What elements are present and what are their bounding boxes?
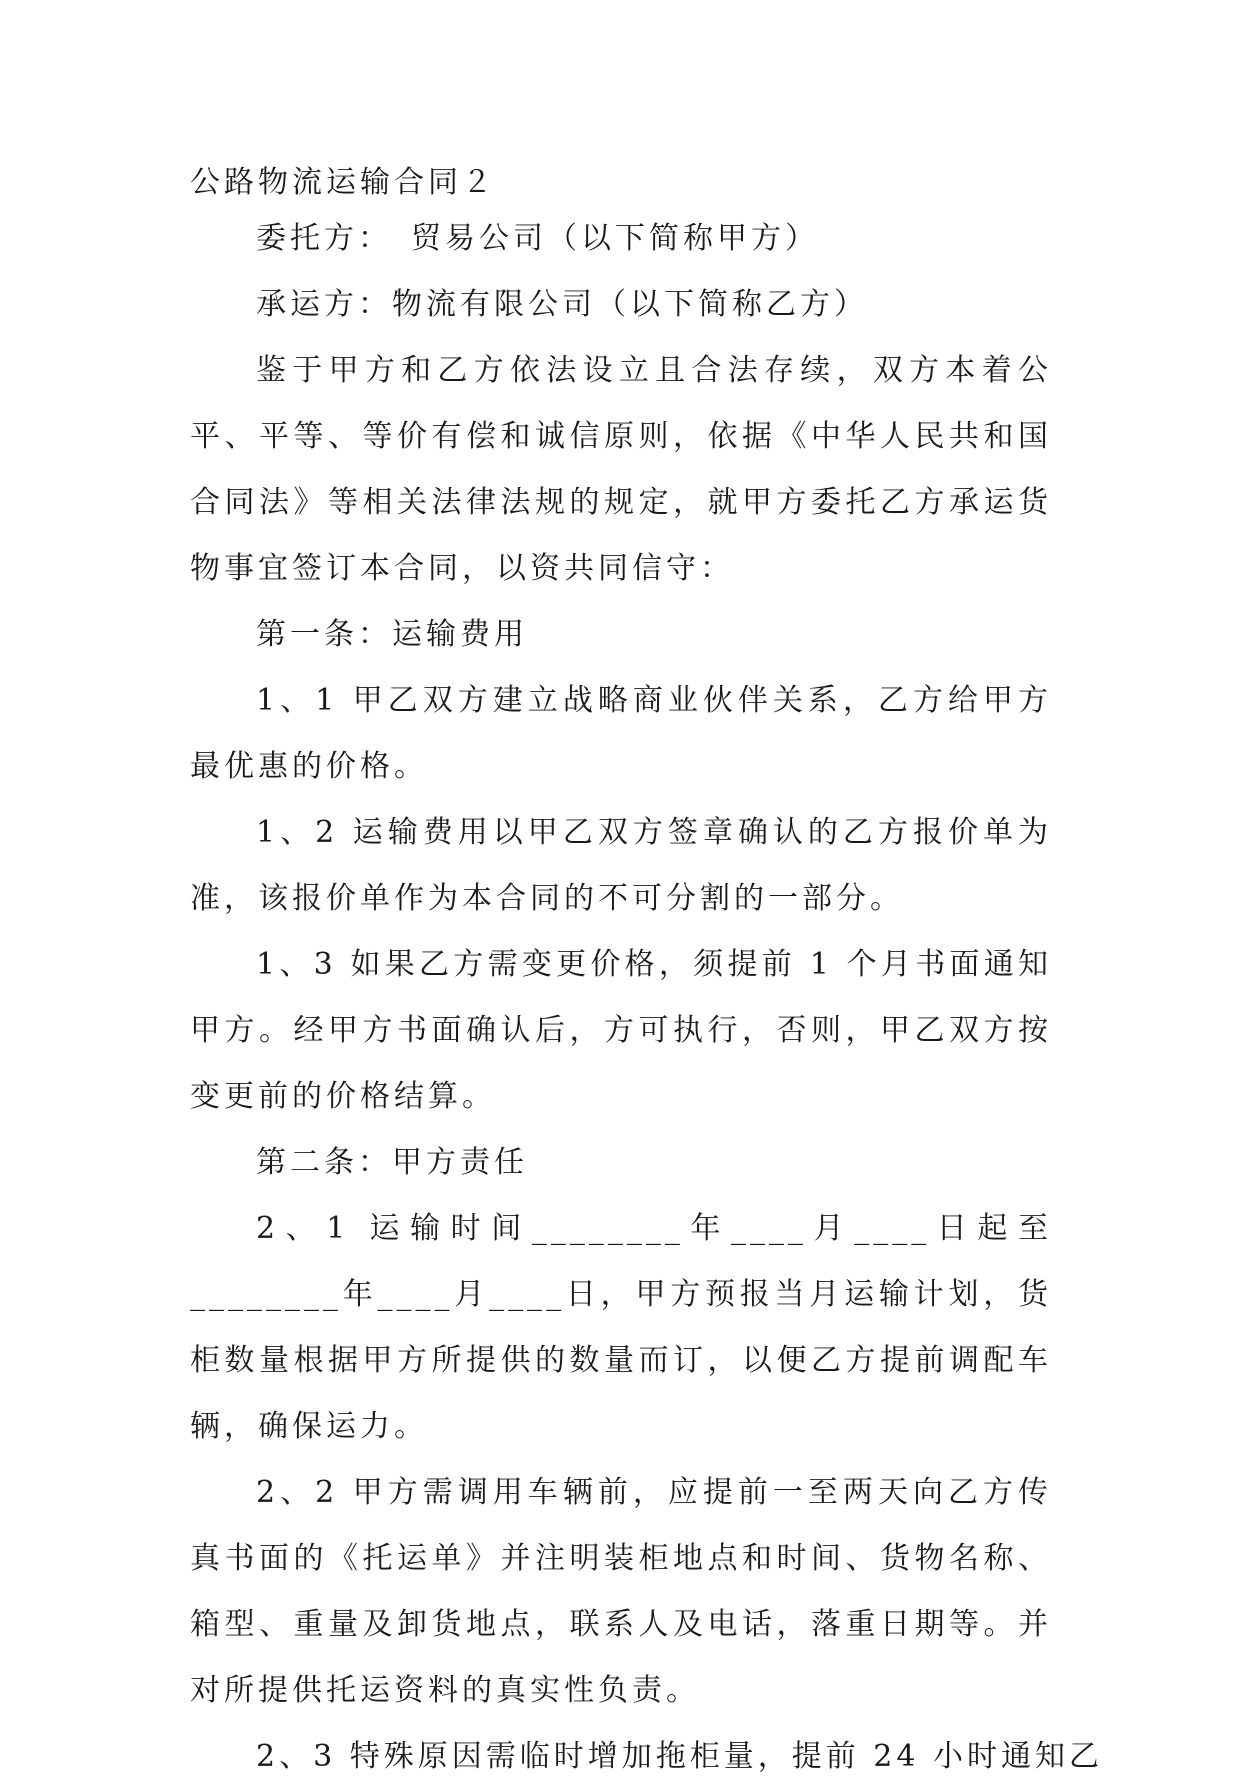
client-party: 委托方： 贸易公司（以下简称甲方）: [256, 221, 819, 256]
clause-1-3: 1、3 如果乙方需变更价格，须提前 1 个月书面通知甲方。经甲方书面确认后，方可执行，否则，甲乙双方按变更前的价格结算。: [190, 947, 1052, 1114]
article-1-heading: 第一条：运输费用: [256, 617, 528, 652]
clause-2-1: 2、1 运输时间________年____月____日起至________年____月____日，甲方预报当月运输计划，货柜数量根据甲方所提供的数量而订，以便乙方提前调配车辆，确保运力。: [190, 1211, 1052, 1444]
article-2-heading: 第二条：甲方责任: [256, 1145, 528, 1180]
clause-1-2: 1、2 运输费用以甲乙双方签章确认的乙方报价单为准，该报价单作为本合同的不可分割的一部分。: [190, 815, 1052, 916]
clause-1-1: 1、1 甲乙双方建立战略商业伙伴关系，乙方给甲方最优惠的价格。: [190, 683, 1052, 784]
carrier-party: 承运方：物流有限公司（以下简称乙方）: [256, 287, 868, 322]
contract-body: [190, 160, 1103, 1790]
preamble-paragraph: 鉴于甲方和乙方依法设立且合法存续，双方本着公平、平等、等价有偿和诚信原则，依据《中华人民共和国合同法》等相关法律法规的规定，就甲方委托乙方承运货物事宜签订本合同，以资共同信守：: [190, 353, 1052, 586]
clause-2-3: 2、3 特殊原因需临时增加拖柜量，提前 24 小时通知乙: [256, 1739, 1103, 1774]
document-title: 公路物流运输合同２: [190, 165, 496, 200]
clause-2-2: 2、2 甲方需调用车辆前，应提前一至两天向乙方传真书面的《托运单》并注明装柜地点和时间、货物名称、箱型、重量及卸货地点，联系人及电话，落重日期等。并对所提供托运资料的真实性负责。: [190, 1475, 1052, 1708]
